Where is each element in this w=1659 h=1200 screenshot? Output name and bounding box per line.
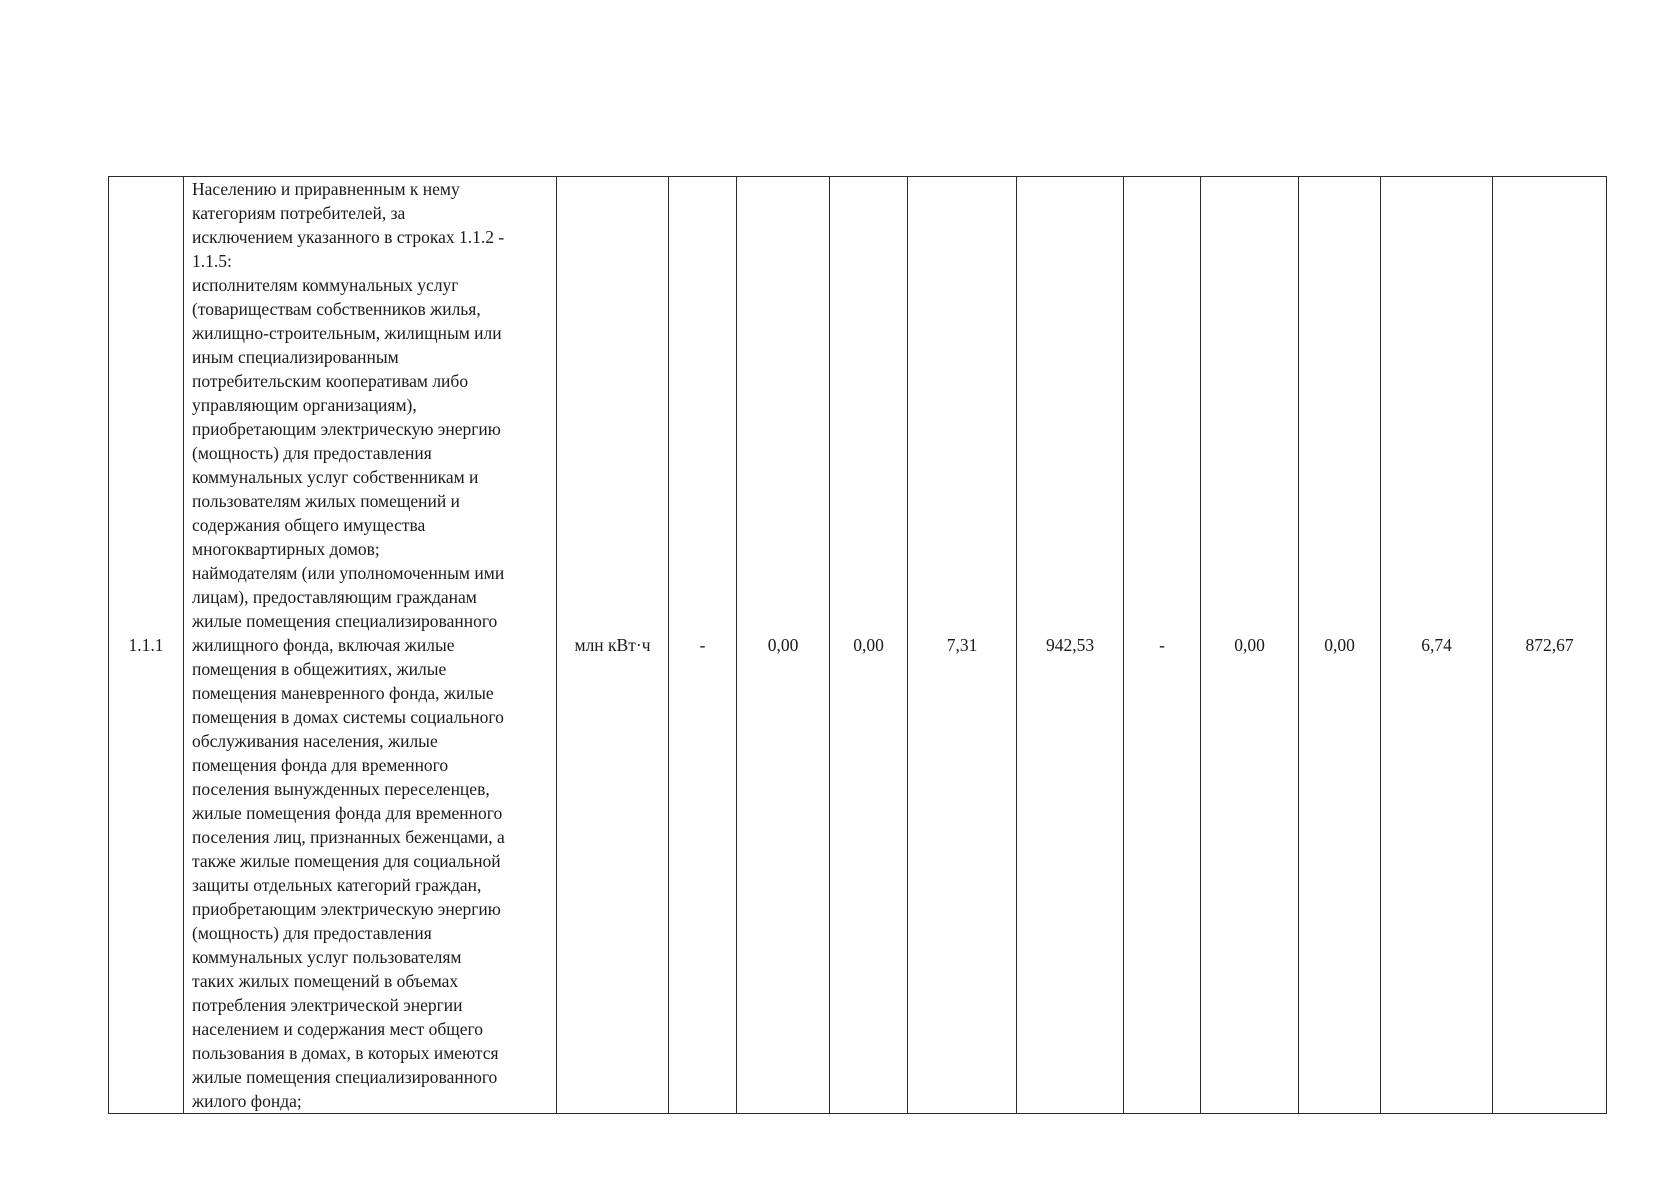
- description-line: управляющим организациям),: [192, 395, 417, 415]
- description-line: поселения вынужденных переселенцев,: [192, 779, 490, 799]
- value-cell: 0,00: [1299, 177, 1381, 1114]
- description-line: жилого фонда;: [192, 1091, 302, 1111]
- description-line: потребления электрической энергии: [192, 995, 463, 1015]
- description-line: защиты отдельных категорий граждан,: [192, 875, 482, 895]
- value-cell: 7,31: [908, 177, 1017, 1114]
- value-cell: -: [1124, 177, 1201, 1114]
- description-line: исключением указанного в строках 1.1.2 -: [192, 227, 505, 247]
- description-line: жилые помещения специализированного: [192, 1067, 498, 1087]
- description-line: приобретающим электрическую энергию: [192, 419, 501, 439]
- description-line: потребительским кооперативам либо: [192, 371, 469, 391]
- description-line: (мощность) для предоставления: [192, 923, 432, 943]
- description-line: населением и содержания мест общего: [192, 1019, 483, 1039]
- description-line: 1.1.5:: [192, 251, 232, 271]
- description-line: иным специализированным: [192, 347, 399, 367]
- value-cell: 0,00: [737, 177, 830, 1114]
- description-line: коммунальных услуг собственникам и: [192, 467, 479, 487]
- description-line: таких жилых помещений в объемах: [192, 971, 459, 991]
- tariff-table: [108, 176, 1607, 1114]
- description-line: помещения в домах системы социального: [192, 707, 504, 727]
- description-line: коммунальных услуг пользователям: [192, 947, 462, 967]
- description-line: Населению и приравненным к нему: [192, 179, 460, 199]
- description-line: также жилые помещения для социальной: [192, 851, 501, 871]
- description-line: (мощность) для предоставления: [192, 443, 432, 463]
- value-cell: 6,74: [1381, 177, 1493, 1114]
- row-code: 1.1.1: [109, 177, 184, 1114]
- description-line: помещения фонда для временного: [192, 755, 449, 775]
- description-line: содержания общего имущества: [192, 515, 426, 535]
- description-line: жилищно-строительным, жилищным или: [192, 323, 502, 343]
- value-cell: -: [669, 177, 737, 1114]
- description-line: поселения лиц, признанных беженцами, а: [192, 827, 505, 847]
- row-description: [184, 177, 557, 1114]
- description-line: пользователям жилых помещений и: [192, 491, 460, 511]
- value-cell: 0,00: [1201, 177, 1299, 1114]
- value-cell: 942,53: [1017, 177, 1124, 1114]
- row-unit: млн кВт·ч: [557, 177, 669, 1114]
- description-line: жилые помещения фонда для временного: [192, 803, 503, 823]
- description-line: обслуживания населения, жилые: [192, 731, 438, 751]
- description-line: лицам), предоставляющим гражданам: [192, 587, 477, 607]
- description-line: приобретающим электрическую энергию: [192, 899, 501, 919]
- description-line: помещения в общежитиях, жилые: [192, 659, 447, 679]
- table-row: [109, 177, 1607, 1114]
- description-line: многоквартирных домов;: [192, 539, 380, 559]
- description-line: наймодателям (или уполномоченным ими: [192, 563, 505, 583]
- description-line: жилые помещения специализированного: [192, 611, 498, 631]
- description-line: (товариществам собственников жилья,: [192, 299, 481, 319]
- description-line: помещения маневренного фонда, жилые: [192, 683, 494, 703]
- value-cell: 0,00: [830, 177, 908, 1114]
- description-line: категориям потребителей, за: [192, 203, 406, 223]
- description-line: жилищного фонда, включая жилые: [192, 635, 455, 655]
- description-line: пользования в домах, в которых имеются: [192, 1043, 499, 1063]
- value-cell: 872,67: [1493, 177, 1607, 1114]
- description-line: исполнителям коммунальных услуг: [192, 275, 459, 295]
